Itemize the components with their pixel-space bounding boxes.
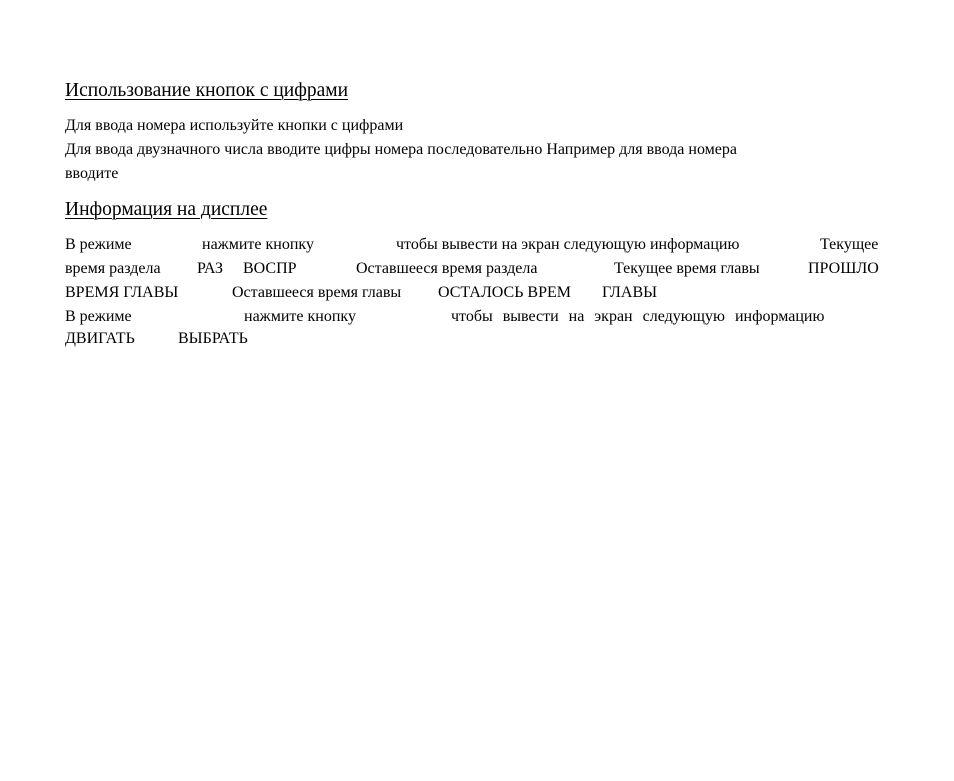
text-display-info: чтобы вывести на экран следующую информацию — [396, 236, 740, 253]
text-section-time: время раздела — [65, 260, 161, 277]
paragraph-line — [65, 309, 889, 325]
text-current: Текущее — [820, 236, 879, 253]
paragraph-line — [65, 331, 889, 347]
text-two-digit-instructions: Для ввода двузначного числа вводите цифры номера последовательно Например для ввода номера — [65, 141, 737, 158]
text-proshlo: ПРОШЛО — [808, 260, 879, 277]
text-glavy: ГЛАВЫ — [602, 284, 658, 301]
text-press-button: нажмите кнопку — [202, 236, 314, 253]
text-in-mode: В режиме — [65, 308, 132, 325]
paragraph-line — [65, 261, 889, 277]
text-current-chapter-time: Текущее время главы — [614, 260, 760, 277]
section-heading-number-buttons: Использование кнопок с цифрами — [65, 80, 349, 101]
text-remaining-section-time: Оставшееся время раздела — [356, 260, 538, 277]
paragraph-line — [65, 142, 889, 158]
section-heading-display-info: Информация на дисплее — [65, 199, 268, 220]
paragraph-line — [65, 285, 889, 301]
text-vospr: ВОСПР — [243, 260, 297, 277]
text-dvigat: ДВИГАТЬ — [65, 330, 135, 347]
text-chapter-time: ВРЕМЯ ГЛАВЫ — [65, 284, 179, 301]
paragraph-line — [65, 166, 889, 182]
text-remaining-chapter-time: Оставшееся время главы — [232, 284, 402, 301]
text-raz: РАЗ — [197, 260, 224, 277]
text-press-button: нажмите кнопку — [244, 308, 356, 325]
text-number-buttons-intro: Для ввода номера используйте кнопки с цифрами — [65, 117, 404, 134]
text-in-mode: В режиме — [65, 236, 132, 253]
text-ostalos-vrem: ОСТАЛОСЬ ВРЕМ — [438, 284, 571, 301]
paragraph-line — [65, 237, 889, 253]
text-vybrat: ВЫБРАТЬ — [178, 330, 248, 347]
text-enter: вводите — [65, 165, 119, 182]
text-display-info: чтобы вывести на экран следующую информацию — [451, 308, 825, 325]
paragraph-line — [65, 118, 889, 134]
